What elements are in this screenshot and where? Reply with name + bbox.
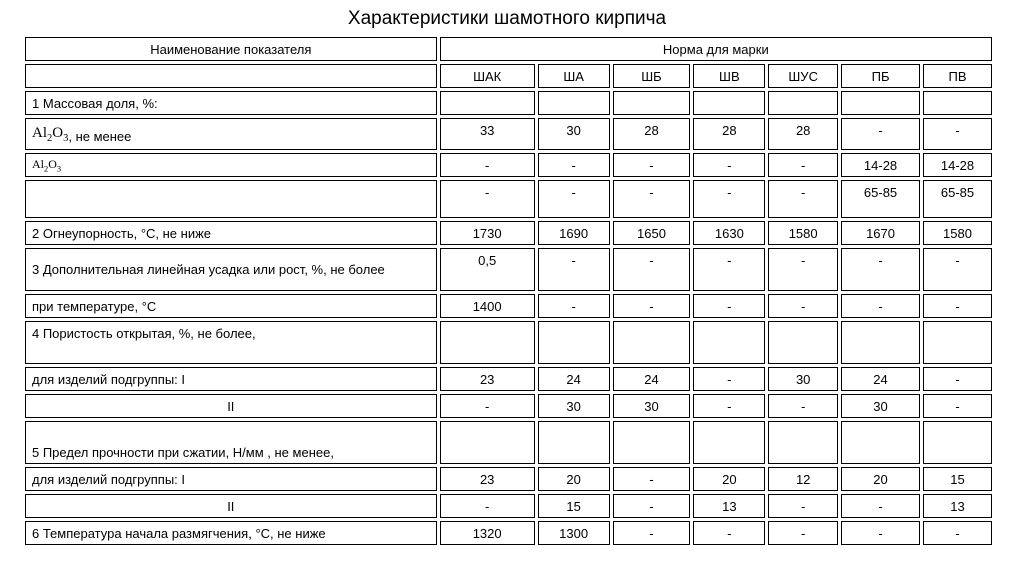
value-cell: - — [693, 294, 765, 318]
value-cell: 13 — [923, 494, 992, 518]
value-cell: - — [440, 494, 535, 518]
value-cell: 1650 — [613, 221, 691, 245]
value-cell: - — [768, 494, 838, 518]
value-cell: 65-85 — [923, 180, 992, 218]
row-label — [25, 153, 437, 177]
value-cell: 28 — [768, 118, 838, 150]
row-label: для изделий подгруппы: I — [25, 367, 437, 391]
value-cell: - — [693, 367, 765, 391]
grade-header: ПВ — [923, 64, 992, 88]
value-cell: 30 — [841, 394, 920, 418]
value-cell — [538, 421, 610, 464]
value-cell: - — [613, 153, 691, 177]
value-cell — [841, 91, 920, 115]
row-label: II — [25, 394, 437, 418]
value-cell: 28 — [693, 118, 765, 150]
value-cell: 30 — [768, 367, 838, 391]
grade-header: ШАК — [440, 64, 535, 88]
value-cell: - — [923, 118, 992, 150]
value-cell: - — [693, 394, 765, 418]
value-cell: - — [440, 153, 535, 177]
value-cell: 30 — [538, 118, 610, 150]
value-cell: 1690 — [538, 221, 610, 245]
value-cell: - — [613, 294, 691, 318]
value-cell: - — [440, 394, 535, 418]
value-cell: 15 — [538, 494, 610, 518]
row-label: 4 Пористость открытая, %, не более, — [25, 321, 437, 364]
value-cell: 33 — [440, 118, 535, 150]
table-row — [25, 153, 992, 177]
row-label: 2 Огнеупорность, °С, не ниже — [25, 221, 437, 245]
value-cell: - — [923, 294, 992, 318]
table-row — [25, 118, 992, 150]
value-cell — [440, 421, 535, 464]
value-cell: - — [923, 394, 992, 418]
value-cell: 20 — [538, 467, 610, 491]
row-label — [25, 118, 437, 150]
table-row — [25, 467, 992, 491]
value-cell — [538, 321, 610, 364]
value-cell: 24 — [841, 367, 920, 391]
value-cell — [440, 91, 535, 115]
value-cell: - — [768, 521, 838, 545]
grades-row — [25, 64, 992, 88]
row-label: 3 Дополнительная линейная усадка или рост, %, не более — [25, 248, 437, 291]
value-cell — [693, 421, 765, 464]
value-cell — [613, 421, 691, 464]
table-row — [25, 394, 992, 418]
value-cell: - — [768, 294, 838, 318]
value-cell: - — [768, 180, 838, 218]
value-cell — [613, 91, 691, 115]
value-cell — [841, 421, 920, 464]
value-cell: - — [841, 248, 920, 291]
value-cell: 12 — [768, 467, 838, 491]
value-cell: 14-28 — [923, 153, 992, 177]
value-cell: - — [613, 467, 691, 491]
value-cell: 1400 — [440, 294, 535, 318]
header-norm: Норма для марки — [440, 37, 992, 61]
value-cell: 1320 — [440, 521, 535, 545]
table-row — [25, 91, 992, 115]
characteristics-table — [25, 34, 992, 548]
value-cell — [613, 321, 691, 364]
table-row — [25, 221, 992, 245]
value-cell: - — [841, 521, 920, 545]
value-cell: 65-85 — [841, 180, 920, 218]
value-cell: - — [768, 394, 838, 418]
value-cell — [440, 321, 535, 364]
value-cell: - — [841, 494, 920, 518]
value-cell — [693, 321, 765, 364]
value-cell: - — [923, 248, 992, 291]
value-cell: 23 — [440, 467, 535, 491]
value-cell: - — [923, 367, 992, 391]
value-cell: - — [768, 153, 838, 177]
value-cell: - — [538, 153, 610, 177]
value-cell: - — [693, 153, 765, 177]
grade-header: ШБ — [613, 64, 691, 88]
value-cell: 13 — [693, 494, 765, 518]
header-blank-cell — [25, 64, 437, 88]
value-cell: - — [538, 180, 610, 218]
value-cell: - — [440, 180, 535, 218]
value-cell: 1300 — [538, 521, 610, 545]
table-row — [25, 521, 992, 545]
value-cell: 24 — [613, 367, 691, 391]
row-label: для изделий подгруппы: I — [25, 467, 437, 491]
value-cell: - — [923, 521, 992, 545]
header-row — [25, 37, 992, 61]
value-cell — [538, 91, 610, 115]
table-row — [25, 248, 992, 291]
value-cell — [923, 321, 992, 364]
formula-text: $Al_2O_3$ — [32, 124, 69, 144]
value-cell: 14-28 — [841, 153, 920, 177]
value-cell — [923, 91, 992, 115]
row-label: при температуре, °С — [25, 294, 437, 318]
value-cell: 23 — [440, 367, 535, 391]
row-label-suffix: , не менее — [68, 128, 132, 144]
table-row — [25, 294, 992, 318]
value-cell — [923, 421, 992, 464]
formula-text: $Al_2O_3$ — [32, 157, 62, 174]
value-cell: 28 — [613, 118, 691, 150]
row-label: 1 Массовая доля, %: — [25, 91, 437, 115]
value-cell — [693, 91, 765, 115]
table-row — [25, 421, 992, 464]
value-cell: 24 — [538, 367, 610, 391]
value-cell: - — [538, 294, 610, 318]
value-cell: 30 — [538, 394, 610, 418]
value-cell: 30 — [613, 394, 691, 418]
value-cell: 1730 — [440, 221, 535, 245]
value-cell: 1580 — [768, 221, 838, 245]
value-cell: 1670 — [841, 221, 920, 245]
value-cell: - — [538, 248, 610, 291]
value-cell: - — [841, 294, 920, 318]
value-cell: - — [768, 248, 838, 291]
value-cell: - — [613, 180, 691, 218]
header-indicator: Наименование показателя — [25, 37, 437, 61]
row-label: II — [25, 494, 437, 518]
row-label: 5 Предел прочности при сжатии, Н/мм , не менее, — [25, 421, 437, 464]
value-cell: - — [841, 118, 920, 150]
value-cell: - — [613, 494, 691, 518]
value-cell: 1580 — [923, 221, 992, 245]
value-cell: 20 — [841, 467, 920, 491]
value-cell — [768, 321, 838, 364]
value-cell: 1630 — [693, 221, 765, 245]
grade-header: ШВ — [693, 64, 765, 88]
row-label — [25, 180, 437, 218]
page-title: Характеристики шамотного кирпича — [347, 8, 667, 29]
table-row — [25, 321, 992, 364]
value-cell: - — [693, 521, 765, 545]
value-cell — [768, 421, 838, 464]
grade-header: ШУС — [768, 64, 838, 88]
table-row — [25, 180, 992, 218]
value-cell: - — [613, 248, 691, 291]
value-cell: 0,5 — [440, 248, 535, 291]
grade-header: ША — [538, 64, 610, 88]
table-row — [25, 367, 992, 391]
table-row — [25, 494, 992, 518]
value-cell — [841, 321, 920, 364]
value-cell: - — [693, 248, 765, 291]
value-cell: 15 — [923, 467, 992, 491]
grade-header: ПБ — [841, 64, 920, 88]
value-cell: - — [693, 180, 765, 218]
value-cell — [768, 91, 838, 115]
value-cell: 20 — [693, 467, 765, 491]
value-cell: - — [613, 521, 691, 545]
row-label: 6 Температура начала размягчения, °С, не ниже — [25, 521, 437, 545]
